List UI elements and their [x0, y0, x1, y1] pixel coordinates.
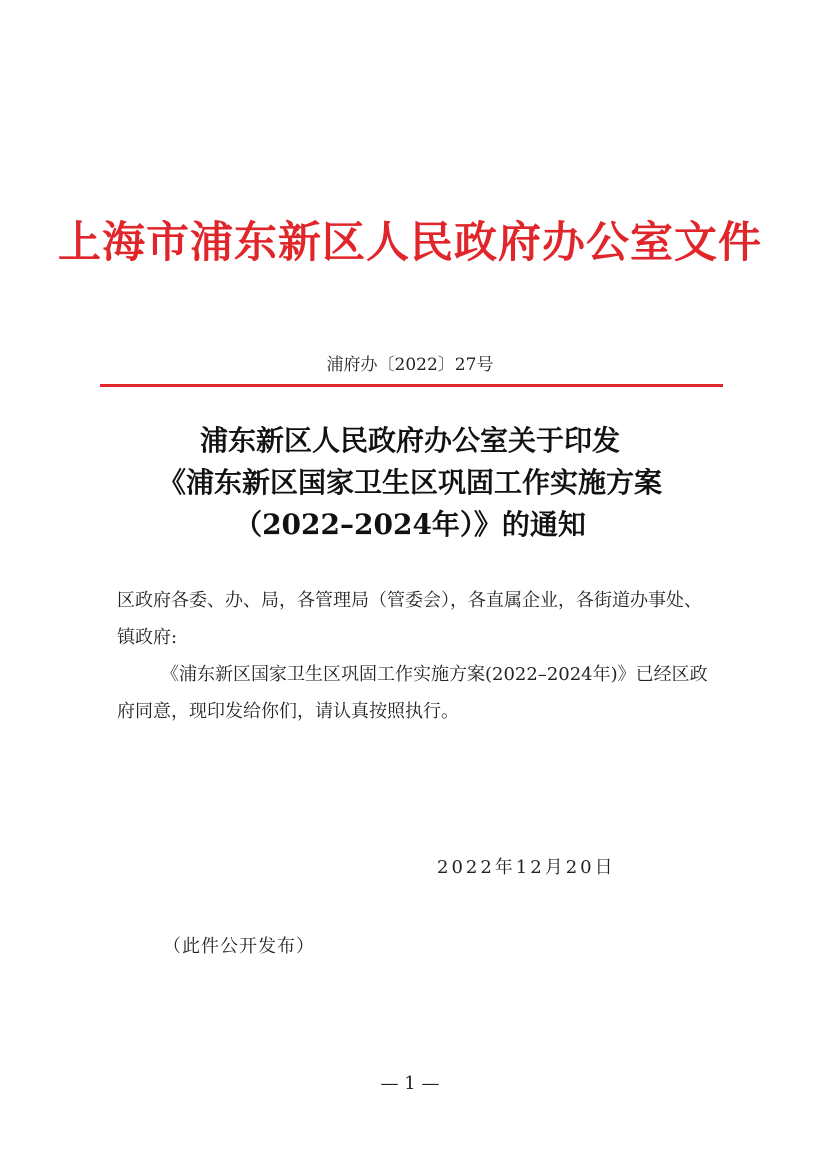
masthead-title: 上海市浦东新区人民政府办公室文件 — [58, 218, 762, 268]
addressee-text: 区政府各委、办、局，各管理局（管委会），各直属企业，各街道办事处、镇政府: — [117, 590, 702, 648]
issue-date: 2022年12月20日 — [437, 857, 616, 878]
document-number: 浦府办〔2022〕27号 — [326, 355, 494, 375]
notice-title — [0, 420, 820, 546]
body-paragraph: 《浦东新区国家卫生区巩固工作实施方案(2022–2024年)》已经区政府同意，现印发给你们，请认真按照执行。 — [117, 664, 708, 722]
page-number: — 1 — — [380, 1073, 440, 1094]
publish-note: （此件公开发布） — [163, 936, 315, 957]
red-separator-line — [100, 384, 723, 387]
notice-title-line-3: （2022–2024年）》的通知 — [234, 508, 586, 541]
notice-title-line-2: 《浦东新区国家卫生区巩固工作实施方案 — [157, 466, 662, 499]
notice-title-line-1: 浦东新区人民政府办公室关于印发 — [199, 424, 620, 457]
